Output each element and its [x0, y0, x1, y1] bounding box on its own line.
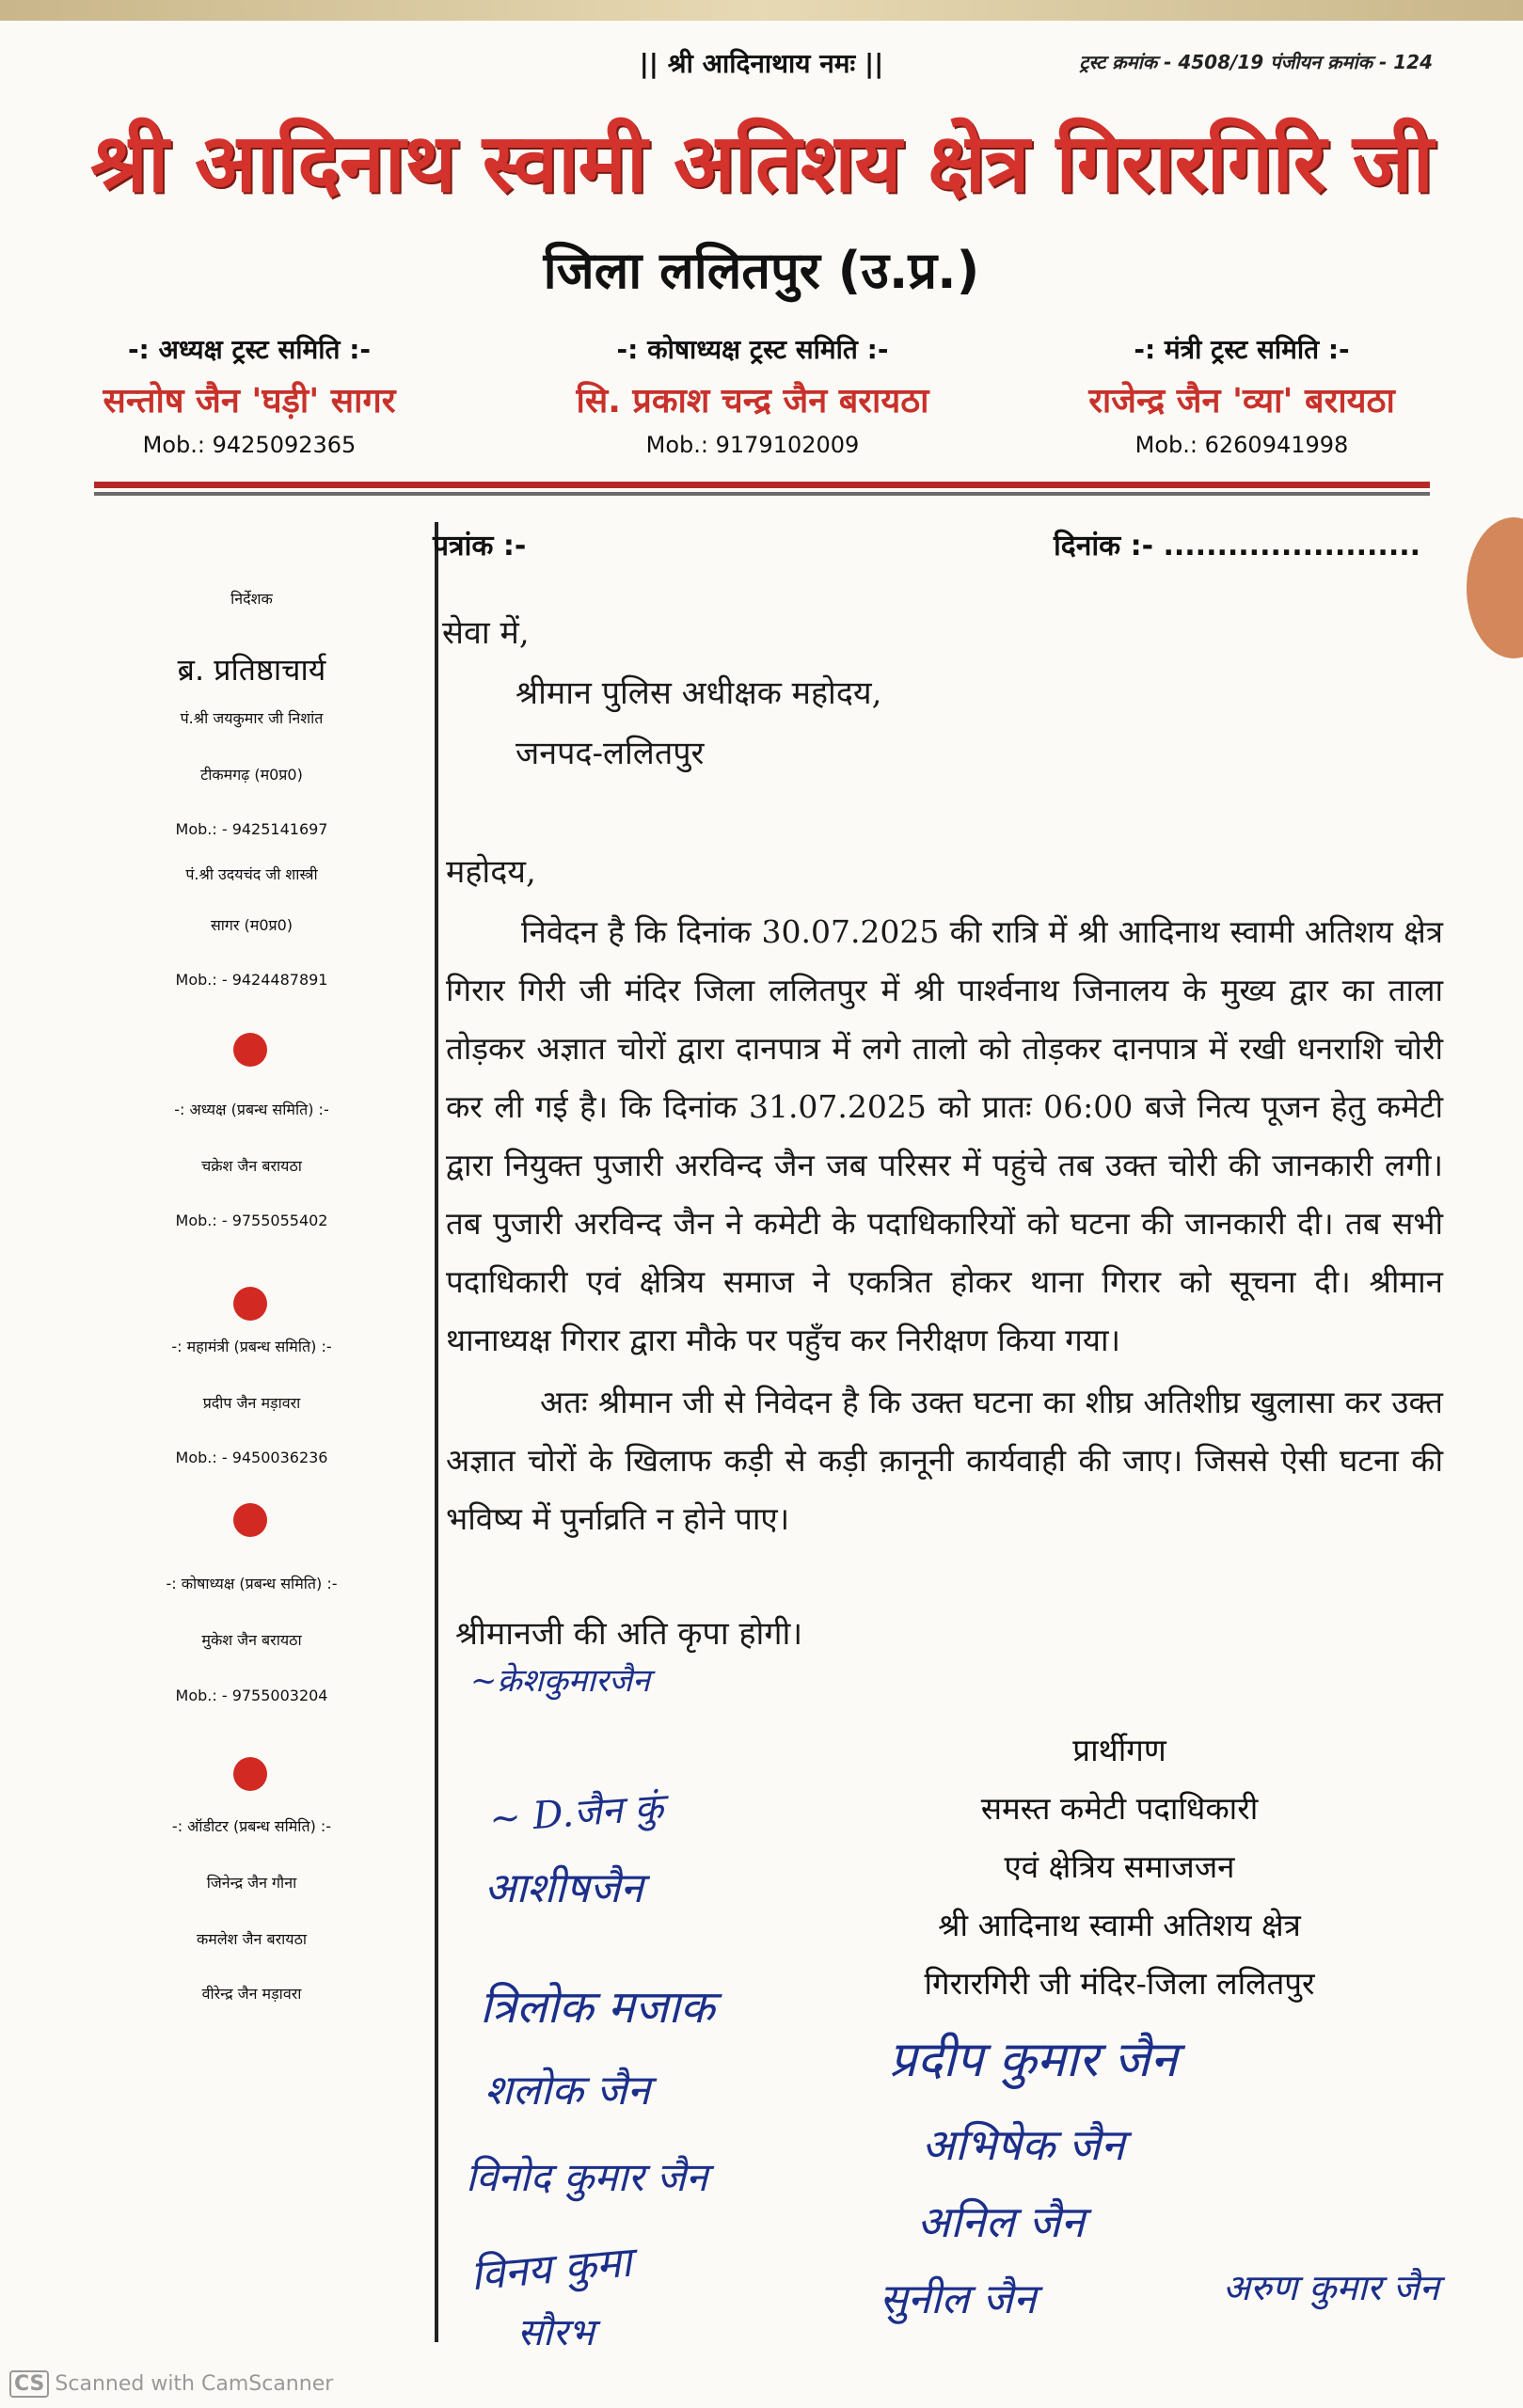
auditor-label: -: ऑडीटर (प्रबन्ध समिति) :-	[171, 1817, 332, 1835]
director1-mobile: Mob.: - 9425141697	[175, 820, 328, 838]
signature: शलोक जैन	[484, 2067, 650, 2115]
secretary-mobile: Mob.: - 9450036236	[175, 1449, 328, 1466]
signature: ~ D.जैन कुं	[487, 1785, 665, 1842]
sidebar-divider	[435, 522, 438, 2342]
red-bullet-icon	[233, 1757, 267, 1791]
official-name: राजेन्द्र जैन 'व्या' बरायठा	[1088, 382, 1395, 420]
signature: सुनील जैन	[880, 2275, 1037, 2323]
trust-president-block	[42, 331, 456, 458]
letter-paragraph-2: अतः श्रीमान जी से निवेदन है कि उक्त घटना का शीघ्र अतिशीघ्र खुलासा कर उक्त अज्ञात चोरों के खिलाफ कड़ी से कड़ी क़ानूनी कार्यवाही की जाए। जिससे ऐसी घटना की भविष्य में पुर्नाव्रति न होने पाए।	[446, 1384, 1443, 1537]
president-label: -: अध्यक्ष (प्रबन्ध समिति) :-	[174, 1101, 329, 1118]
header-top-strip	[0, 0, 1523, 21]
red-bullet-icon	[233, 1033, 267, 1067]
official-name: सि. प्रकाश चन्द्र जैन बरायठा	[576, 382, 929, 420]
auditor-name: जिनेन्द्र जैन गौना	[206, 1874, 297, 1892]
to-line: सेवा में,	[442, 614, 530, 652]
signature: विनोद कुमार जैन	[466, 2154, 708, 2200]
petitioner-line: समस्त कमेटी पदाधिकारी	[980, 1790, 1259, 1827]
treasurer-name: मुकेश जैन बरायठा	[201, 1631, 302, 1649]
official-role: -: कोषाध्यक्ष ट्रस्ट समिति :-	[616, 334, 889, 365]
scanner-watermark	[9, 2370, 333, 2398]
treasurer-label: -: कोषाध्यक्ष (प्रबन्ध समिति) :-	[166, 1575, 338, 1592]
director-title: ब्र. प्रतिष्ठाचार्य	[177, 652, 326, 688]
signature: आशीषजैन	[484, 1864, 643, 1912]
page-title: श्री आदिनाथ स्वामी अतिशय क्षेत्र गिरारगिरि जी	[90, 116, 1433, 211]
president-name: चक्रेश जैन बरायठा	[201, 1157, 302, 1175]
secretary-name: प्रदीप जैन मड़ावरा	[202, 1394, 301, 1412]
signature: विनय कुमा	[468, 2238, 634, 2301]
salutation: महोदय,	[446, 853, 536, 891]
closing-line: श्रीमानजी की अति कृपा होगी।	[455, 1615, 803, 1653]
petitioner-line: श्री आदिनाथ स्वामी अतिशय क्षेत्र	[938, 1907, 1301, 1943]
petitioner-line: गिरारगिरी जी मंदिर-जिला ललितपुर	[924, 1965, 1315, 2002]
letter-paragraph-1: निवेदन है कि दिनांक 30.07.2025 की रात्रि में श्री आदिनाथ स्वामी अतिशय क्षेत्र गिरार गिरी जी मंदिर जिला ललितपुर में श्री पार्श्वनाथ जिनालय के मुख्य द्वार का ताला तोड़कर अज्ञात चोरों द्वारा दानपात्र में लगे तालो को तोड़कर दानपात्र में रखी धनराशि चोरी कर ली गई है। कि दिनांक 31.07.2025 को प्रातः 06:00 बजे नित्य पूजन हेतु कमेटी द्वारा नियुक्त पुजारी अरविन्द जैन जब परिसर में पहुंचे तब उक्त चोरी की जानकारी लगी। तब पुजारी अरविन्द जैन ने कमेटी के पदाधिकारियों को घटना की जानकारी दी। तब सभी पदाधिकारी एवं क्षेत्रिय समाज ने एकत्रित होकर थाना गिरार को सूचना दी। श्रीमान थानाध्यक्ष गिरार द्वारा मौके पर पहुँच कर निरीक्षण किया गया।	[446, 913, 1443, 1358]
red-bullet-icon	[233, 1503, 267, 1537]
addressee: श्रीमान पुलिस अधीक्षक महोदय,	[516, 674, 882, 712]
scan-edge-artifact	[1467, 517, 1523, 658]
director2-mobile: Mob.: - 9424487891	[175, 971, 328, 989]
president-mobile: Mob.: - 9755055402	[175, 1212, 328, 1229]
scanner-watermark-text: Scanned with CamScanner	[55, 2372, 334, 2396]
header-divider	[94, 482, 1430, 488]
camscanner-logo-icon: CS	[9, 2370, 49, 2398]
addressee-place: जनपद-ललितपुर	[516, 735, 705, 772]
official-mobile: Mob.: 9425092365	[142, 432, 357, 458]
official-role: -: मंत्री ट्रस्ट समिति :-	[1134, 334, 1350, 365]
auditor-name: कमलेश जैन बरायठा	[196, 1930, 308, 1948]
auditor-name: वीरेन्द्र जैन मड़ावरा	[201, 1985, 302, 2003]
district-subtitle: जिला ललितपुर (उ.प्र.)	[543, 241, 980, 300]
trust-treasurer-block	[546, 331, 960, 458]
director1-place: टीकमगढ़ (म0प्र0)	[200, 766, 303, 784]
signature: त्रिलोक मजाक	[480, 1981, 715, 2034]
official-name: सन्तोष जैन 'घड़ी' सागर	[103, 382, 396, 420]
official-role: -: अध्यक्ष ट्रस्ट समिति :-	[127, 334, 372, 365]
header-divider-secondary	[94, 492, 1430, 496]
signature: प्रदीप कुमार जैन	[889, 2032, 1178, 2088]
official-mobile: Mob.: 9179102009	[645, 432, 860, 458]
signature: अभिषेक जैन	[922, 2119, 1125, 2170]
signature: अरुण कुमार जैन	[1223, 2267, 1439, 2308]
treasurer-mobile: Mob.: - 9755003204	[175, 1687, 328, 1704]
red-bullet-icon	[233, 1287, 267, 1321]
registration-number: ट्रस्ट क्रमांक - 4508/19 पंजीयन क्रमांक - 124	[1079, 51, 1433, 73]
header-invocation: || श्री आदिनाथाय नमः ||	[639, 48, 884, 79]
secretary-label: -: महामंत्री (प्रबन्ध समिति) :-	[171, 1338, 332, 1355]
petitioners-block	[875, 1721, 1364, 2013]
reference-number-label: पत्रांक :-	[433, 530, 527, 562]
director-label: निर्देशक	[230, 590, 273, 608]
director2-place: सागर (म0प्र0)	[210, 916, 293, 934]
signature: ~क्रेशकुमारजैन	[470, 1662, 650, 1700]
petitioner-line: प्रार्थीगण	[1072, 1732, 1166, 1768]
trust-secretary-block	[1035, 331, 1449, 458]
signature: सौरभ	[517, 2311, 595, 2354]
petitioner-line: एवं क्षेत्रिय समाजजन	[1004, 1848, 1235, 1885]
director1-name: पं.श्री जयकुमार जी निशांत	[180, 709, 324, 727]
director2-name: पं.श्री उदयचंद जी शास्त्री	[185, 865, 318, 883]
official-mobile: Mob.: 6260941998	[1134, 432, 1349, 458]
signature: अनिल जैन	[917, 2196, 1086, 2247]
date-label: दिनांक :- ........................	[1054, 530, 1421, 562]
